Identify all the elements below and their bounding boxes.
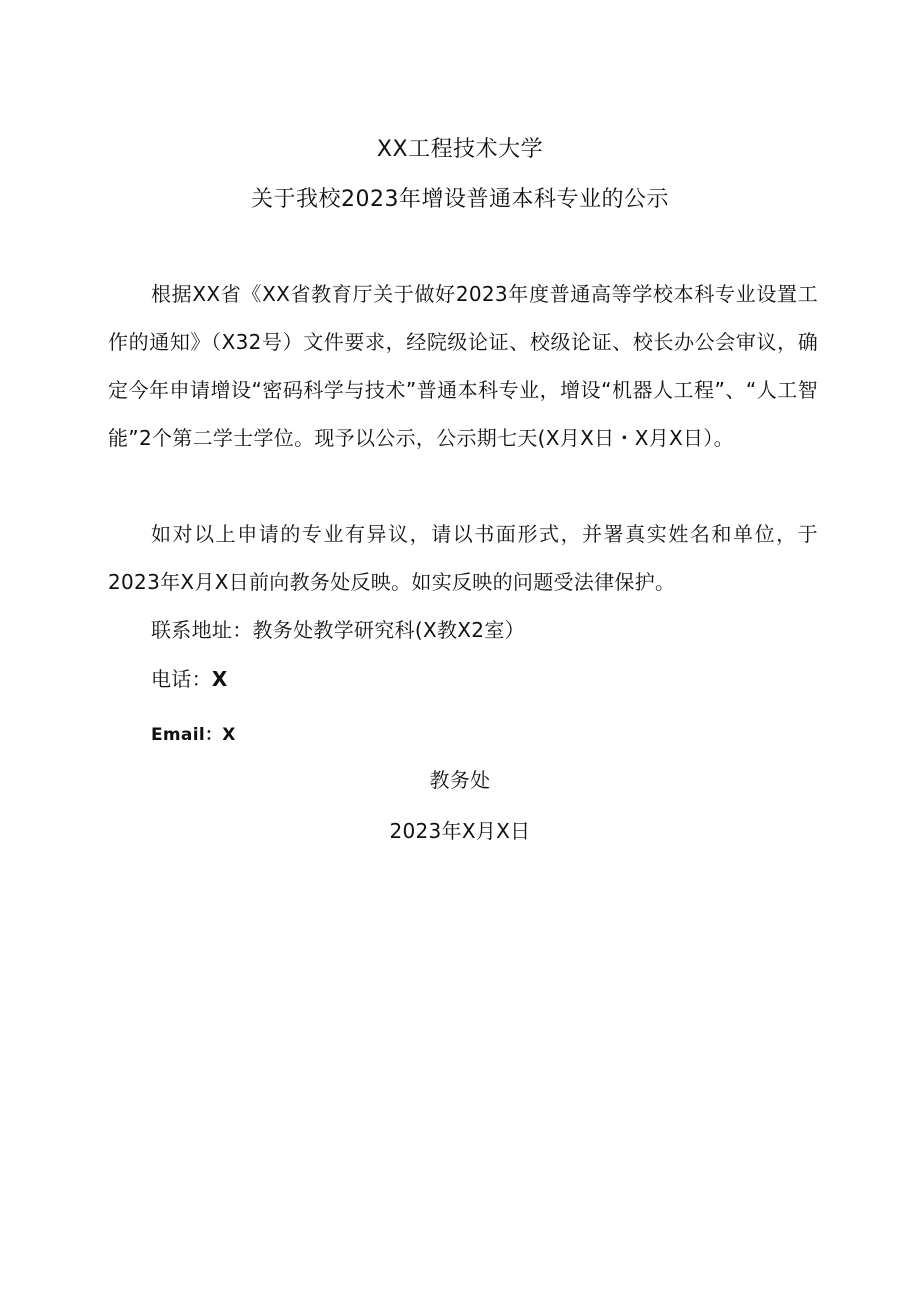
contact-phone <box>151 664 228 694</box>
contact-email-label: Email： <box>151 725 223 745</box>
paragraph-announcement: 根据XX省《XX省教育厅关于做好2023年度普通高等学校本科专业设置工作的通知》（X32号）文件要求，经院级论证、校级论证、校长办公会审议，确定今年申请增设“密码科学与技术”普通本科专业，增设“机器人工程”、“人工智能”2个第二学士学位。现予以公示，公示期七天(X月X日・X月X日）。 <box>108 282 818 450</box>
body-paragraph-1 <box>108 270 818 462</box>
paragraph-objection: 如对以上申请的专业有异议，请以书面形式，并署真实姓名和单位，于2023年X月X日前向教务处反映。如实反映的问题受法律保护。 <box>108 522 818 594</box>
contact-email-value: X <box>222 725 236 745</box>
document-title-university: XX工程技术大学 <box>376 137 544 162</box>
signature-date: 2023年X月X日 <box>389 819 531 843</box>
contact-phone-value: X <box>211 667 228 691</box>
contact-phone-label: 电话： <box>151 667 212 691</box>
contact-email <box>151 720 236 750</box>
document-title-notice: 关于我校2023年增设普通本科专业的公示 <box>251 187 669 212</box>
contact-address: 联系地址：教务处教学研究科(X教X2室） <box>151 618 525 642</box>
signature-office: 教务处 <box>429 768 491 792</box>
body-paragraph-2 <box>108 510 818 606</box>
